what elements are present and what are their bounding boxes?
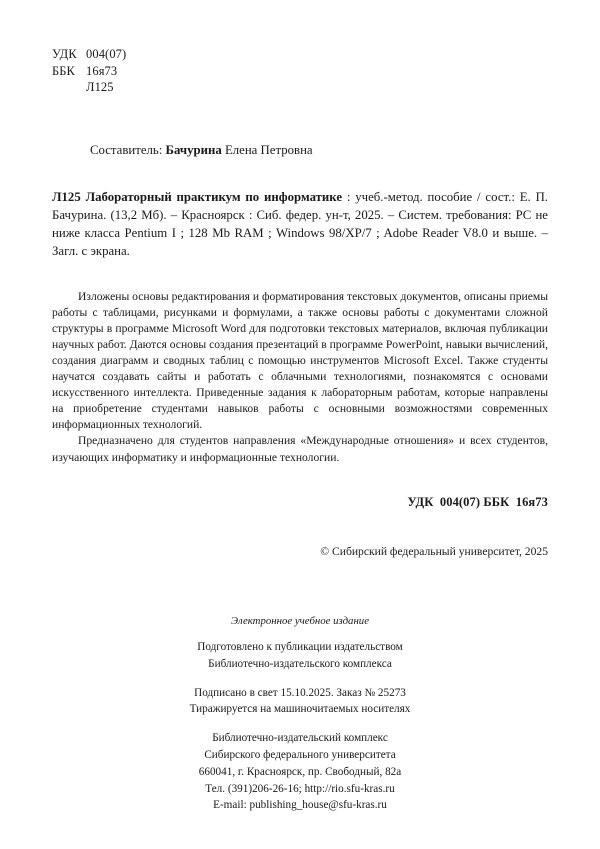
signed-line-1: Подписано в свет 15.10.2025. Заказ № 25273 [194,686,406,699]
annotation [52,289,548,466]
prepared-by [52,639,548,673]
edition-type: Электронное учебное издание [230,614,369,627]
publisher-line-1: Библиотечно-издательский комплекс [212,732,388,745]
publisher-line-4: Тел. (391)206-26-16; http://rio.sfu-kras.ru [205,782,395,795]
publisher-line-2: Сибирского федерального университета [204,748,396,761]
biblio-signature: Л125 [52,189,81,204]
udk-row [52,46,548,63]
classification-codes [52,46,548,96]
bbk-row [52,63,548,80]
publisher-line-3: 660041, г. Красноярск, пр. Свободный, 82а [198,765,402,778]
biblio-title: Лабораторный практикум по информатике [85,189,343,204]
biblio-imprint: : учеб.-метод. пособие / сост.: Е. П. Бачурина. (13,2 Мб). – Красноярск : Сиб. федер. ун-т, 2025. – Систем. требования: PC не ниже класса Pentium I ; 128 Mb RAM ; Windows 98/XP/7 ; Adobe Reader V8.0 и выше. – Загл. с экрана. [52,189,549,259]
udk-label: УДК [52,47,77,61]
bbk-value: 16я73 [86,63,118,78]
prepared-line-1: Подготовлено к публикации издательством [197,640,403,653]
shelf-mark: Л125 [86,80,114,95]
compiler-label: Составитель: [90,142,163,157]
signed-line-2: Тиражируется на машиночитаемых носителях [189,703,411,716]
copyright-line-2: университет, 2025 [458,545,548,559]
compiler-given-names: Елена Петровна [221,142,313,157]
bbk-label: ББК [52,63,75,78]
signed-info [52,685,548,719]
classification-codes-repeat [52,494,548,511]
publisher-info [52,730,548,814]
annotation-paragraph-2: Предназначено для студентов направления «Международные отношения» и всех студентов, изучающих информатику и информационные технологии. [52,434,548,464]
compiler-line [90,143,548,158]
copyright-notice [52,544,548,560]
udk-repeat: УДК 004(07) [407,494,481,509]
bibliographic-description [52,188,548,261]
publisher-line-5: E-mail: publishing_house@sfu-kras.ru [213,799,387,812]
prepared-line-2: Библиотечно-издательского комплекса [208,657,392,670]
shelf-row [52,79,548,96]
bbk-repeat: ББК 16я73 [483,494,548,509]
udk-value: 004(07) [86,47,127,61]
annotation-paragraph-1: Изложены основы редактирования и форматирования текстовых документов, описаны приемы работы с таблицами, рисунками и формулами, а также основы работы с документами сложной структуры в программе Microsoft Word для подготовки текстовых материалов, включая публикации научных работ. Даются основы создания презентаций в программе PowerPoint, навыки вычислений, создания диаграмм и сводных таблиц с помощью инструментов Microsoft Excel. Также студенты научатся создавать сайты и работать с облачными технологиями, познакомятся с основами искусственного интеллекта. Приведенные задания к лабораторным работам, которые направлены на приобретение студентами навыков работы с основными возможностями современных информационных технологий. [52,289,548,432]
compiler-surname: Бачурина [165,142,222,157]
colophon [52,613,548,814]
page-content [52,46,548,814]
copyright-line-1: © Сибирский федеральный [320,545,456,559]
